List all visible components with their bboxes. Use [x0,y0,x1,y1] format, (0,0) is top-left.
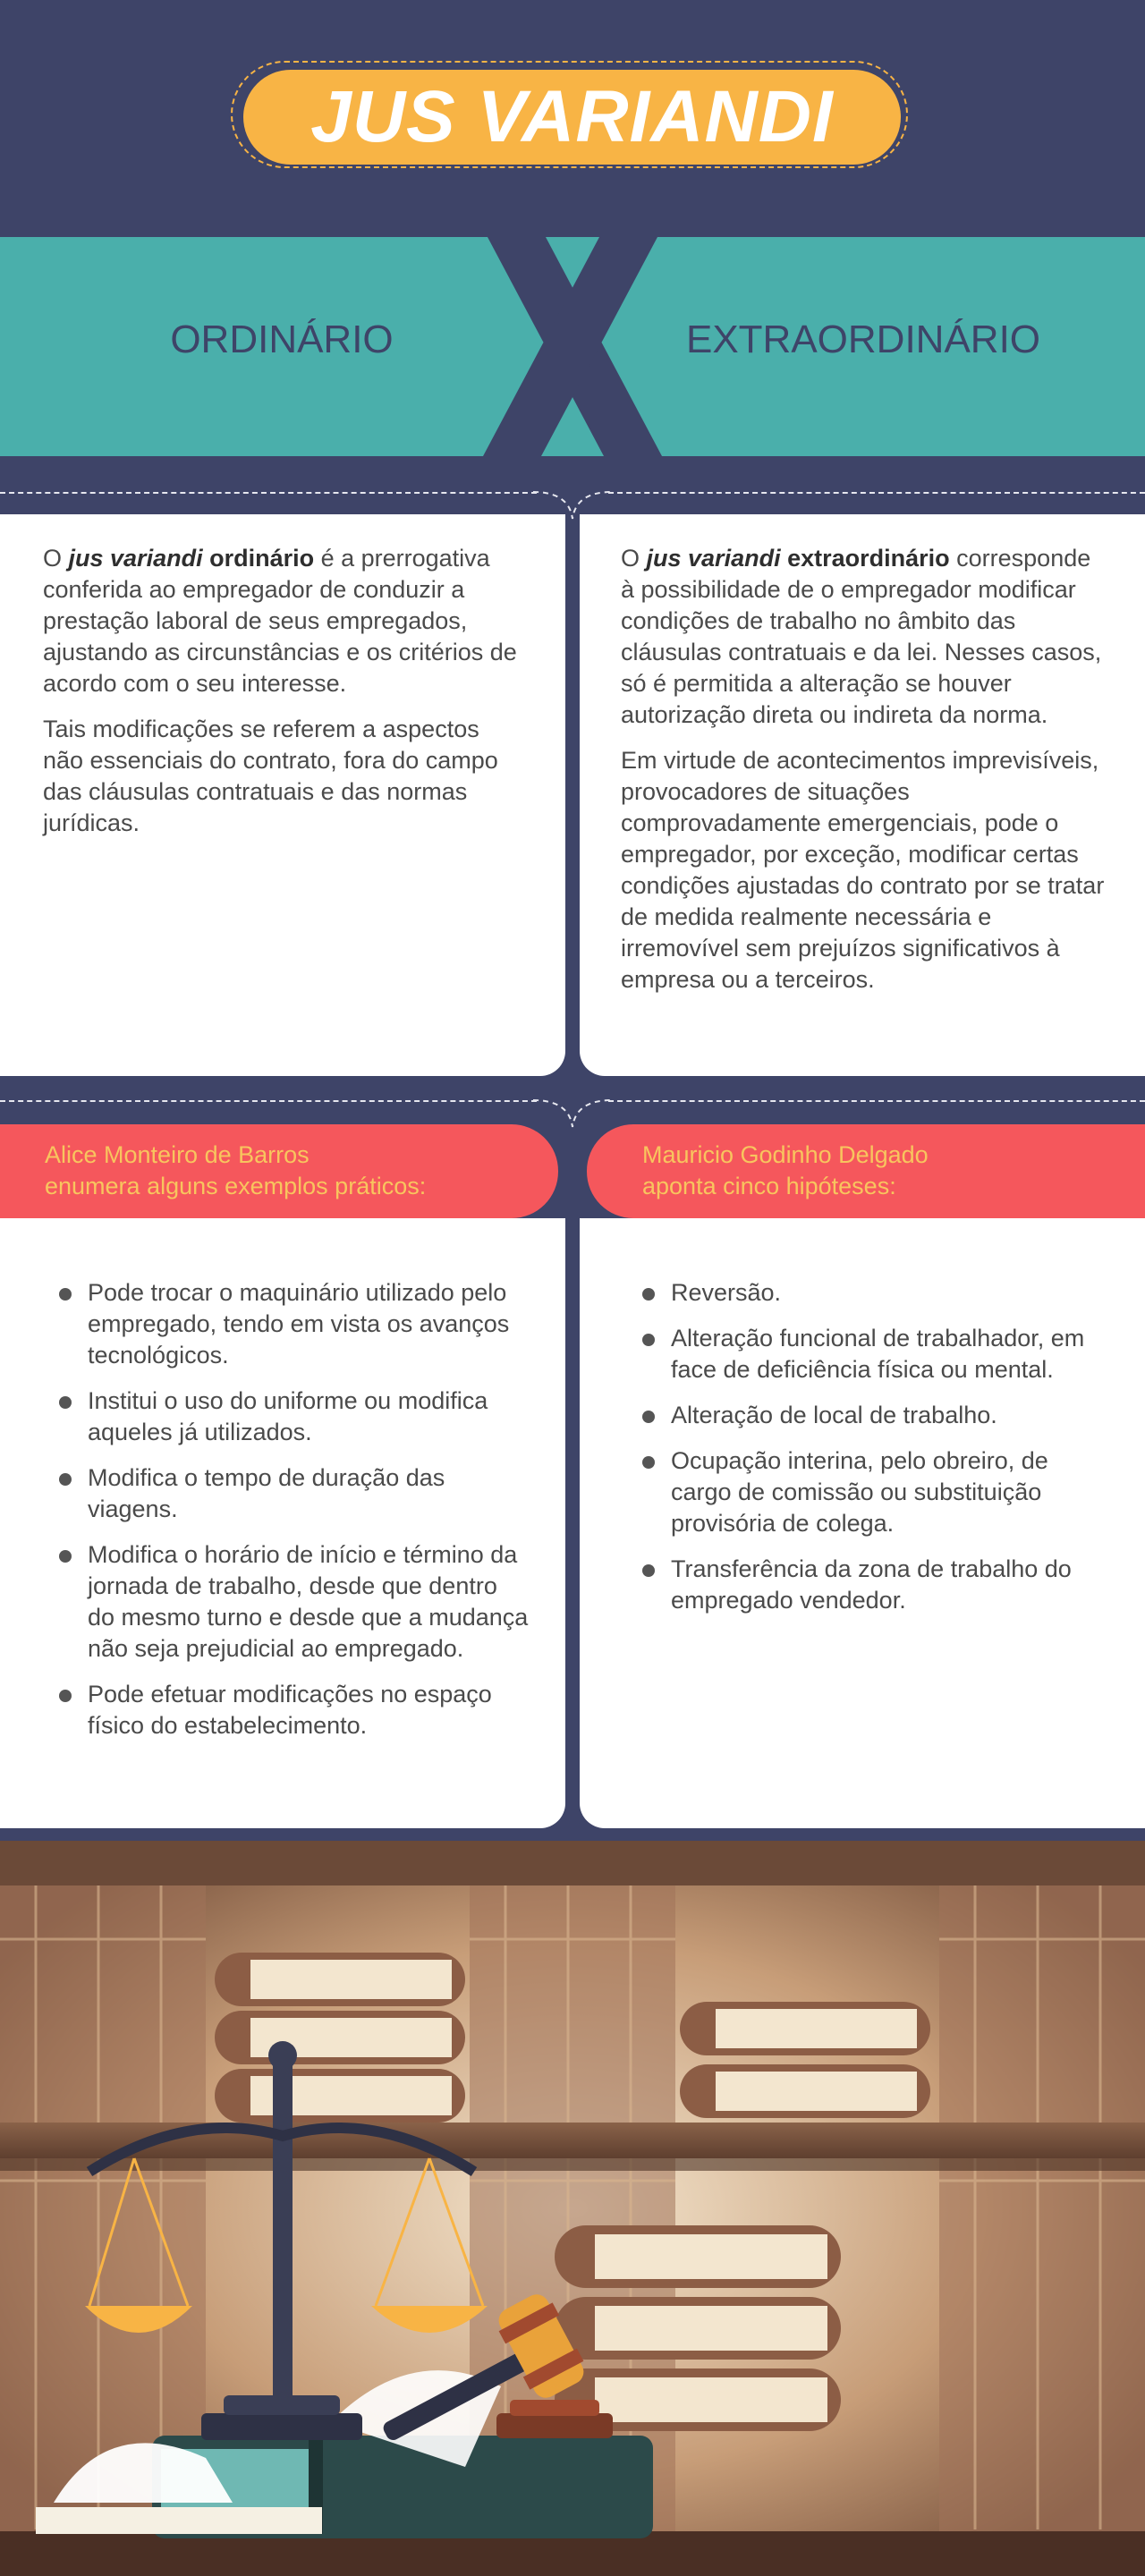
title-pill [243,70,901,165]
list-item: Reversão. [642,1277,1109,1309]
page-title: JUS VARIANDI [310,76,834,157]
bullet-icon [59,1288,72,1301]
examples-right-list [642,1277,1109,1616]
list-item: Transferência da zona de trabalho do empregado vendedor. [642,1554,1109,1616]
extraordinario-panel [580,514,1145,1076]
ordinario-definition: O jus variandi ordinário é a prerrogativa conferida ao empregador de conduzir a prestação laboral de seus empregados, ajustando as circunstâncias e os critérios de acordo com o seu interesse. [43,545,517,697]
divider [608,492,1145,494]
law-book-icon [215,1953,465,2123]
bullet-icon [642,1288,655,1301]
list-item: Modifica o tempo de duração das viagens. [59,1462,530,1525]
examples-left-heading: Alice Monteiro de Barros enumera alguns exemplos práticos: [0,1124,558,1218]
examples-left-list [59,1277,530,1741]
examples-right-panel [580,1218,1145,1828]
law-library-illustration [0,1841,1145,2576]
divider [0,1100,537,1102]
bullet-icon [59,1396,72,1409]
bullet-icon [642,1334,655,1346]
extraordinario-emergency: Em virtude de acontecimentos imprevisíveis, provocadores de situações comprovadamente emergenciais, pode o empregador, por exceção, modificar certas condições ajustadas do contrato por se tratar de medida realmente necessária e irremovível sem prejuízos significativos à empresa ou a terceiros. [621,747,1105,993]
list-item: Alteração funcional de trabalhador, em face de deficiência física ou mental. [642,1323,1109,1385]
list-item: Pode trocar o maquinário utilizado pelo empregado, tendo em vista os avanços tecnológicos. [59,1277,530,1371]
ordinario-label: ORDINÁRIO [170,318,394,361]
extraordinario-label: EXTRAORDINÁRIO [685,318,1041,361]
bullet-icon [642,1411,655,1423]
ordinario-panel [0,514,565,1076]
list-item: Pode efetuar modificações no espaço físico do estabelecimento. [59,1679,530,1741]
list-item: Ocupação interina, pelo obreiro, de cargo de comissão ou substituição provisória de colega. [642,1445,1109,1539]
list-item: Modifica o horário de início e término da jornada de trabalho, desde que dentro do mesmo turno e desde que a mudança não seja prejudicial ao empregado. [59,1539,530,1665]
examples-right-heading: Mauricio Godinho Delgado aponta cinco hipóteses: [587,1124,1145,1218]
examples-left-panel [0,1218,565,1828]
list-item: Alteração de local de trabalho. [642,1400,1109,1431]
list-item: Institui o uso do uniforme ou modifica aqueles já utilizados. [59,1385,530,1448]
bullet-icon [59,1473,72,1486]
bullet-icon [642,1564,655,1577]
extraordinario-definition: O jus variandi extraordinário corresponde à possibilidade de o empregador modificar condições de trabalho no âmbito das cláusulas contratuais e da lei. Nesses casos, só é permitida a alteração se houver autorização direta ou indireta da norma. [621,545,1102,728]
divider-curve [533,1098,612,1129]
bullet-icon [59,1550,72,1563]
ordinario-scope: Tais modificações se referem a aspectos não essenciais do contrato, fora do campo das cláusulas contratuais e das normas jurídicas. [43,716,498,836]
bullet-icon [59,1690,72,1702]
bullet-icon [642,1456,655,1469]
divider [608,1100,1145,1102]
divider [0,492,537,494]
